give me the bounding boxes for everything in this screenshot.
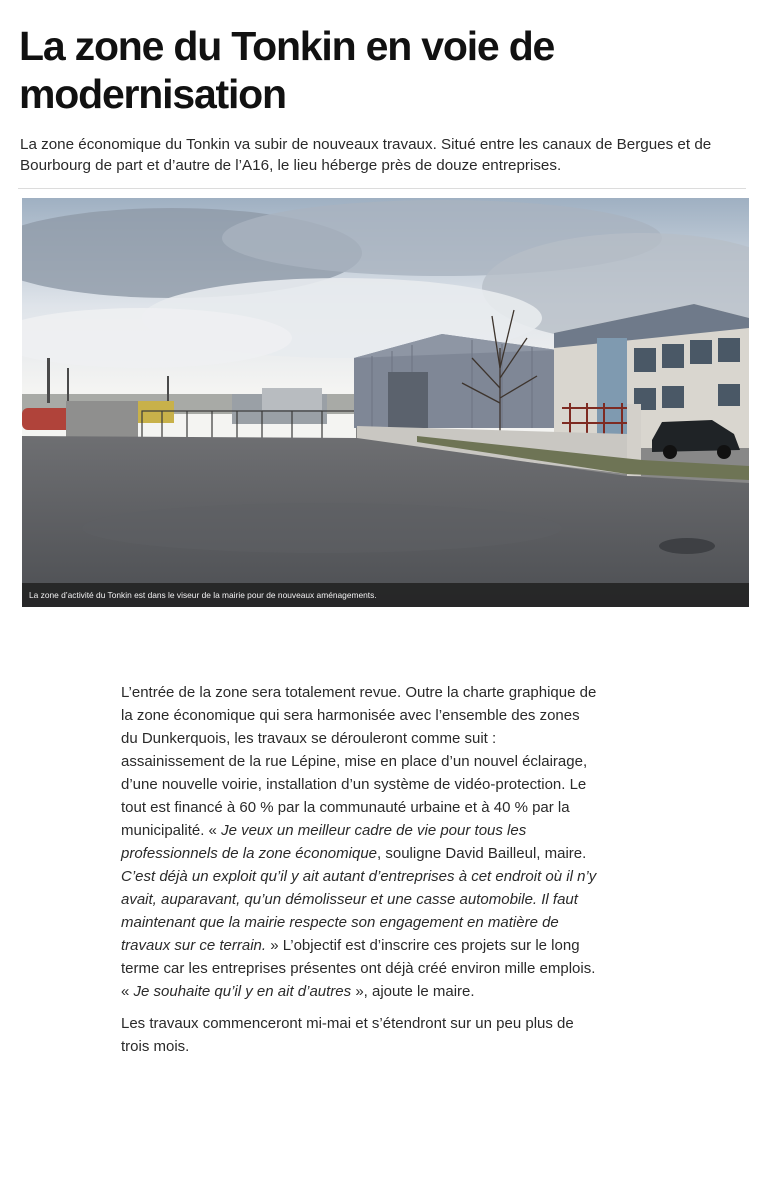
photo-caption-bar [22,583,749,607]
article-body [121,681,599,1067]
quote-text: Je souhaite qu’il y en ait d’autres [133,983,356,1000]
paragraph-text: », ajoute le maire. [355,983,475,1000]
article-lead: La zone économique du Tonkin va subir de nouveaux travaux. Situé entre les canaux de Bergues et de Bourbourg de part et d’autre de l’A16, le lieu héberge près de douze entreprises. [20,136,712,174]
quote-text: C’est déjà un exploit qu’il y ait autant d’entreprises à cet endroit où il n’y avait, auparavant, qu’un démolisseur et une casse automobile. Il faut maintenant que la mairie respecte son engagement en matière de travaux sur ce terrain. [121,868,597,954]
paragraph-text: » L’objectif est d’inscrire ces projets sur le long terme car les entreprises présentes ont déjà créé environ mille emplois. « [121,937,596,1000]
article-headline: La zone du Tonkin en voie de modernisation [19,23,555,117]
paragraph-text: L’entrée de la zone sera totalement revue. Outre la charte graphique de la zone économique qui sera harmonisée avec l’ensemble des zones du Dunkerquois, les travaux se dérouleront comme suit : assainissement de la rue Lépine, mise en place d’un nouvel éclairage, d’une nouvelle voirie, installation d’un système de vidéo-protection. Le tout est financé à 60 % par la communauté urbaine et à 40 % par la municipalité. « [121,684,597,839]
body-paragraph-2: Les travaux commenceront mi-mai et s’étendront sur un peu plus de trois mois. [121,1015,574,1055]
article-photo [22,198,749,607]
photo-scene [22,198,749,607]
paragraph-text: , souligne David Bailleul, maire. [377,845,587,862]
body-paragraph-1 [121,681,599,1003]
quote-text: Je veux un meilleur cadre de vie pour tous les professionnels de la zone économique [121,822,527,862]
photo-caption: La zone d’activité du Tonkin est dans le viseur de la mairie pour de nouveaux aménagements. [29,590,377,600]
lead-separator [18,188,746,189]
